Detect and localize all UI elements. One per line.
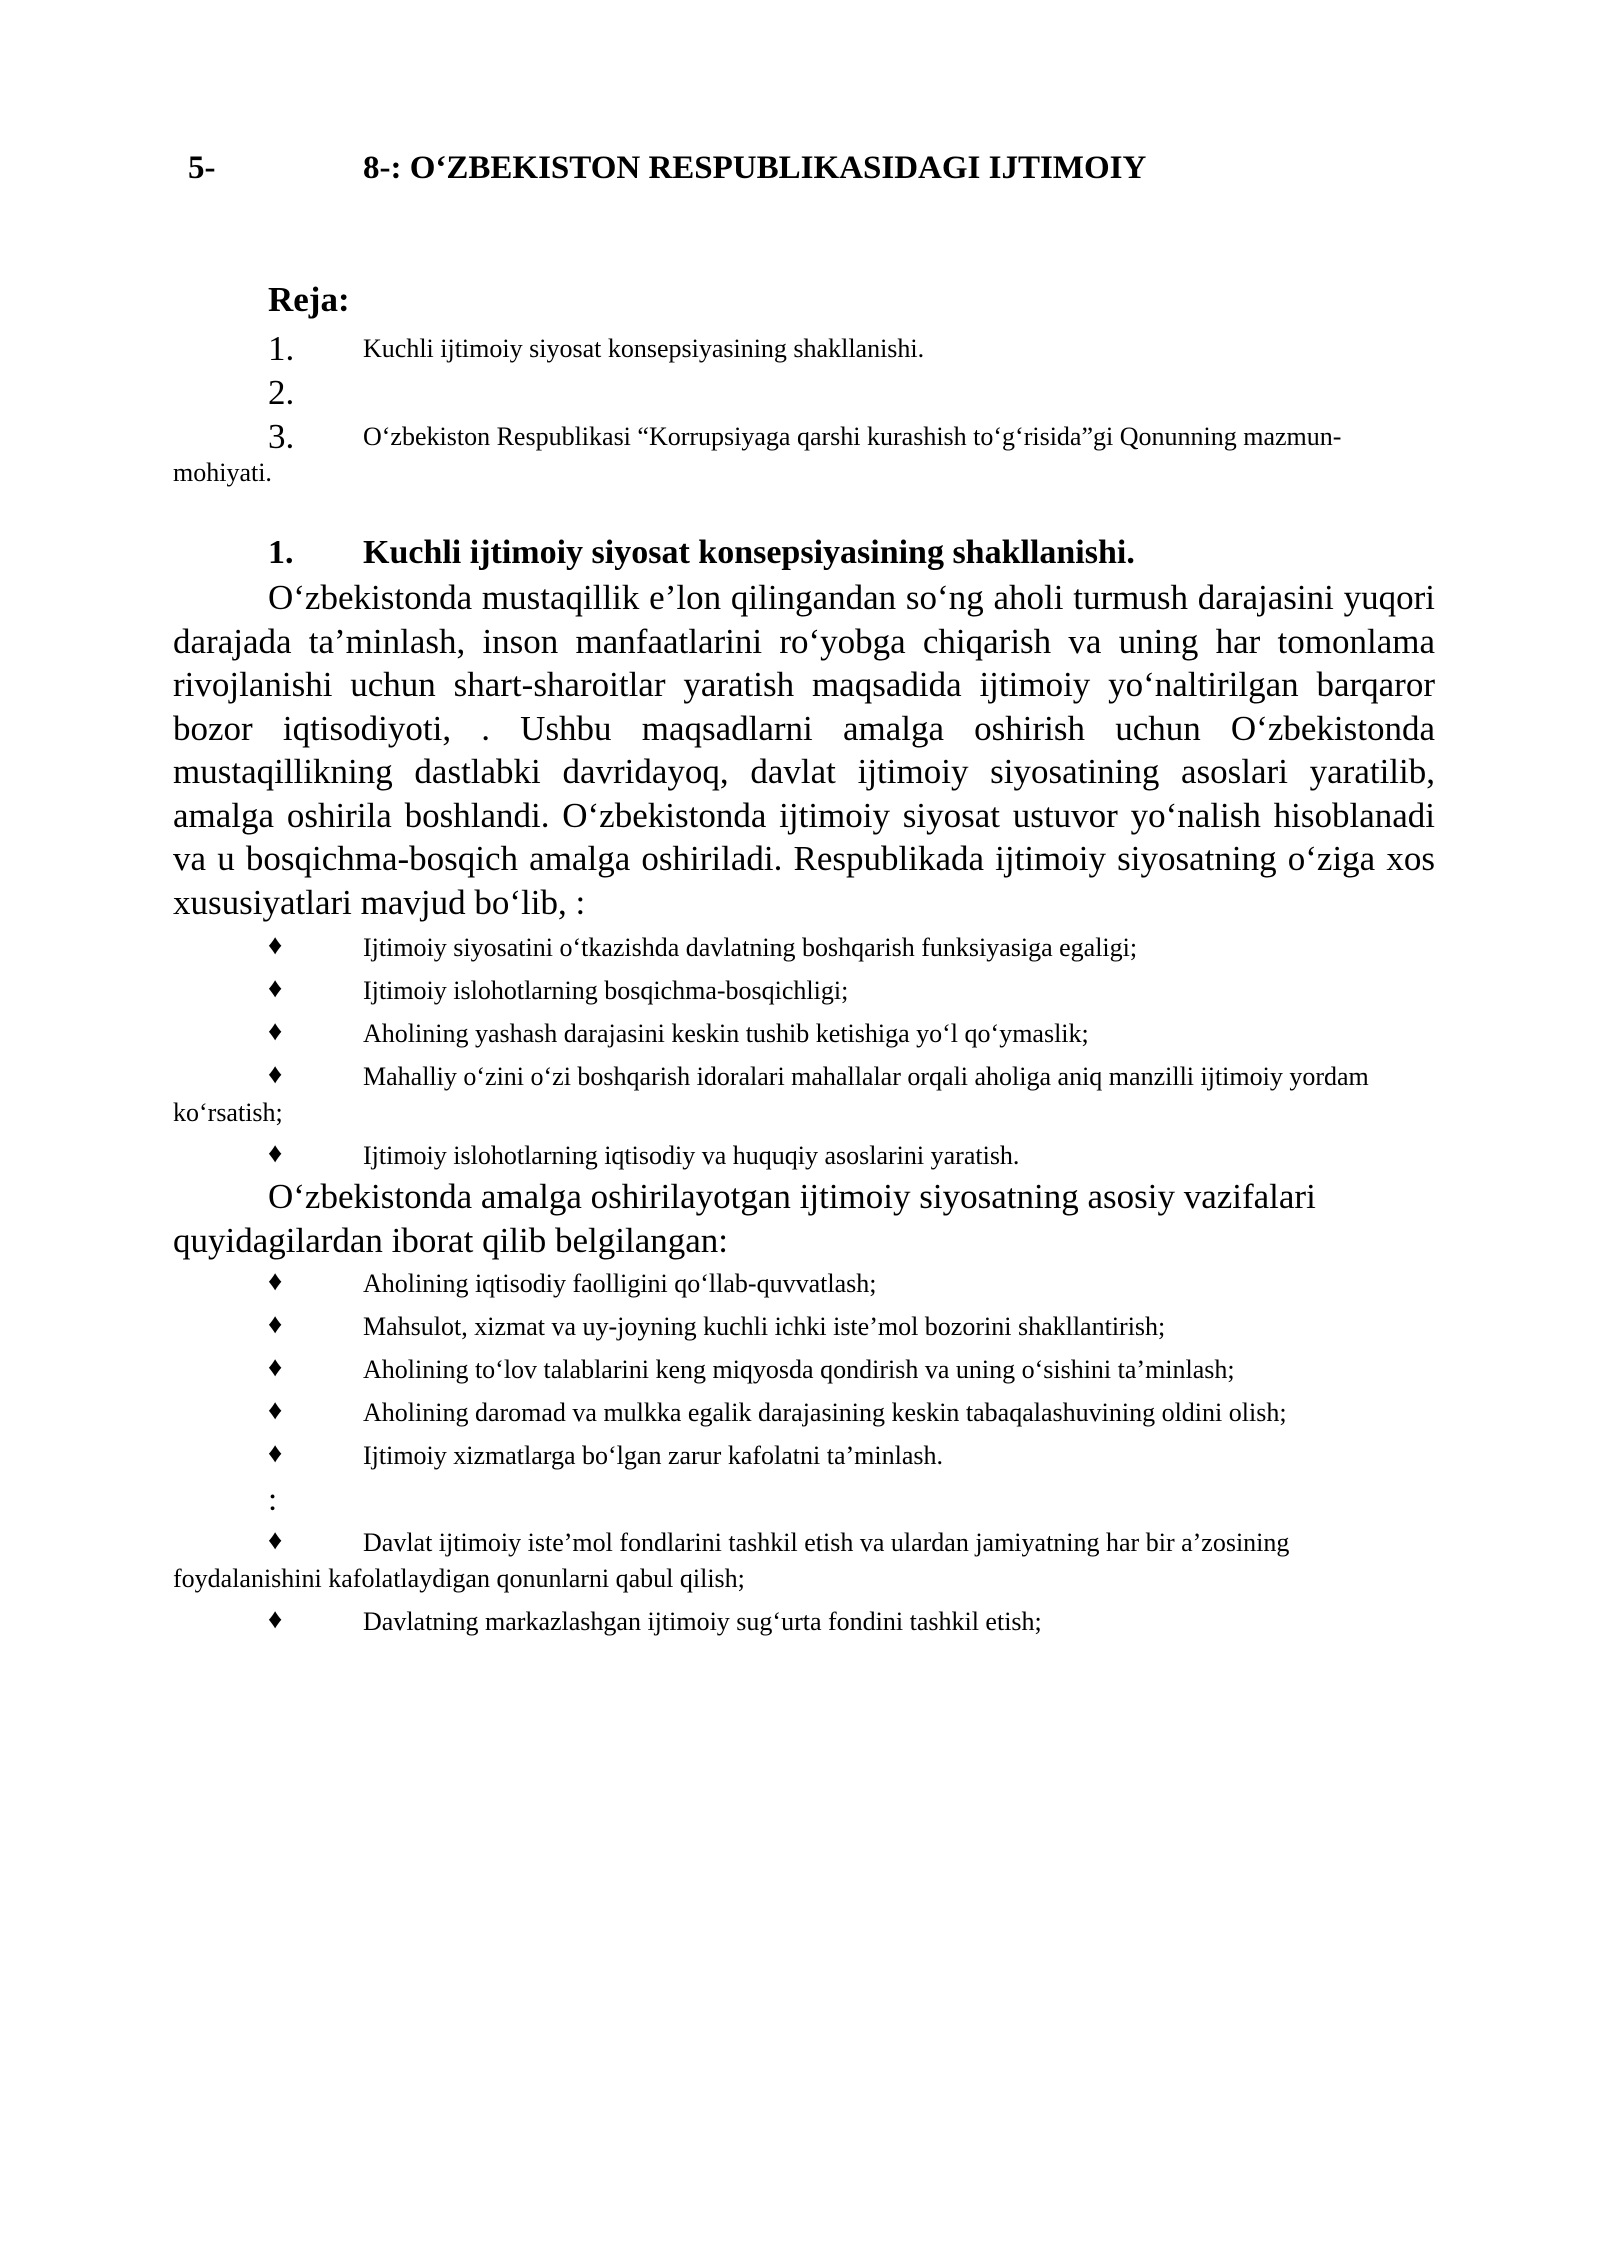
plan-item [173,327,1435,371]
chapter-number: 5- [188,150,216,186]
list-item [173,1352,1435,1388]
diamond-bullet-icon: ♦ [268,1309,283,1340]
diamond-bullet-icon: ♦ [268,1138,283,1169]
diamond-bullet-icon: ♦ [268,1059,283,1090]
list-item-text: Aholining yashash darajasini keskin tushib ketishiga yo‘l qo‘ymaslik; [363,1019,1089,1048]
list-item-text: Aholining iqtisodiy faolligini qo‘llab-quvvatlash; [363,1269,877,1298]
list-item [173,930,1435,966]
plan-heading: Reja: [268,280,350,319]
list-item-text: Davlat ijtimoiy iste’mol fondlarini tashkil etish va ulardan jamiyatning har bir a’zosining foydalanishini kafolatlaydigan qonunlarni qabul qilish; [173,1528,1290,1593]
list-item [173,1059,1435,1131]
section-heading [268,534,1135,572]
plan-item-number: 1. [268,329,295,368]
list-item-text: Ijtimoiy xizmatlarga bo‘lgan zarur kafolatni ta’minlash. [363,1441,943,1470]
diamond-bullet-icon: ♦ [268,1352,283,1383]
chapter-title: 8-: O‘ZBEKISTON RESPUBLIKASIDAGI IJTIMOIY [363,150,1147,186]
section-title: Kuchli ijtimoiy siyosat konsepsiyasining shakllanishi. [363,534,1135,571]
plan-item-number: 2. [268,373,295,412]
list-item-text: Mahalliy o‘zini o‘zi boshqarish idoralari mahallalar orqali aholiga aniq manzilli ijtimoiy yordam ko‘rsatish; [173,1062,1369,1127]
plan-list [173,327,1435,491]
plan-item [173,415,1435,491]
plan-item-number: 3. [268,417,295,456]
diamond-bullet-icon: ♦ [268,1266,283,1297]
plan-item-text: Kuchli ijtimoiy siyosat konsepsiyasining shakllanishi. [363,334,925,363]
list-item-text: Mahsulot, xizmat va uy-joyning kuchli ichki iste’mol bozorini shakllantirish; [363,1312,1166,1341]
list-item-text: Aholining daromad va mulkka egalik darajasining keskin tabaqalashuvining oldini olish; [363,1398,1287,1427]
list-item [173,1138,1435,1174]
list-item [173,973,1435,1009]
diamond-bullet-icon: ♦ [268,1525,283,1556]
diamond-bullet-icon: ♦ [268,1438,283,1469]
list-item-text: Ijtimoiy islohotlarning bosqichma-bosqichligi; [363,976,849,1005]
list-item [173,1395,1435,1431]
diamond-bullet-icon: ♦ [268,930,283,961]
colon-line: : [268,1482,278,1518]
tasks-list [173,1266,1435,1647]
diamond-bullet-icon: ♦ [268,973,283,1004]
plan-item-text [173,371,1435,375]
diamond-bullet-icon: ♦ [268,1395,283,1426]
diamond-bullet-icon: ♦ [268,1016,283,1047]
section-number: 1. [268,534,294,571]
list-item-text: Ijtimoiy islohotlarning iqtisodiy va huquqiy asoslarini yaratish. [363,1141,1020,1170]
plan-item-text: O‘zbekiston Respublikasi “Korrupsiyaga qarshi kurashish to‘g‘risida”gi Qonunning mazmun-mohiyati. [173,422,1342,487]
list-item [173,1016,1435,1052]
list-item [173,1604,1435,1640]
diamond-bullet-icon: ♦ [268,1604,283,1635]
body-paragraph: O‘zbekistonda amalga oshirilayotgan ijtimoiy siyosatning asosiy vazifalari quyidagilardan iborat qilib belgilangan: [173,1177,1316,1260]
list-item [173,1438,1435,1474]
list-item-text: Aholining to‘lov talablarini keng miqyosda qondirish va uning o‘sishini ta’minlash; [363,1355,1235,1384]
list-item [173,1309,1435,1345]
plan-item [173,371,1435,415]
list-item [173,1525,1435,1597]
list-item-text: Ijtimoiy siyosatini o‘tkazishda davlatning boshqarish funksiyasiga egaligi; [363,933,1138,962]
body-paragraph: O‘zbekistonda mustaqillik e’lon qilingandan so‘ng aholi turmush darajasini yuqori darajada ta’minlash, inson manfaatlarini ro‘yobga chiqarish va uning har tomonlama rivojlanishi uchun shart-sharoitlar yaratish maqsadida ijtimoiy yo‘naltirilgan barqaror bozor iqtisodiyoti, . Ushbu maqsadlarni amalga oshirish uchun O‘zbekistonda mustaqillikning dastlabki davridayoq, davlat ijtimoiy siyosatining asoslari yaratilib, amalga oshirila boshlandi. O‘zbekistonda ijtimoiy siyosat ustuvor yo‘nalish hisoblanadi va u bosqichma-bosqich amalga oshiriladi. Respublikada ijtimoiy siyosatning o‘ziga xos xususiyatlari mavjud bo‘lib, : [173,578,1435,922]
list-item-text: Davlatning markazlashgan ijtimoiy sug‘urta fondini tashkil etish; [363,1607,1042,1636]
list-item [173,1266,1435,1302]
features-list [173,930,1435,1181]
